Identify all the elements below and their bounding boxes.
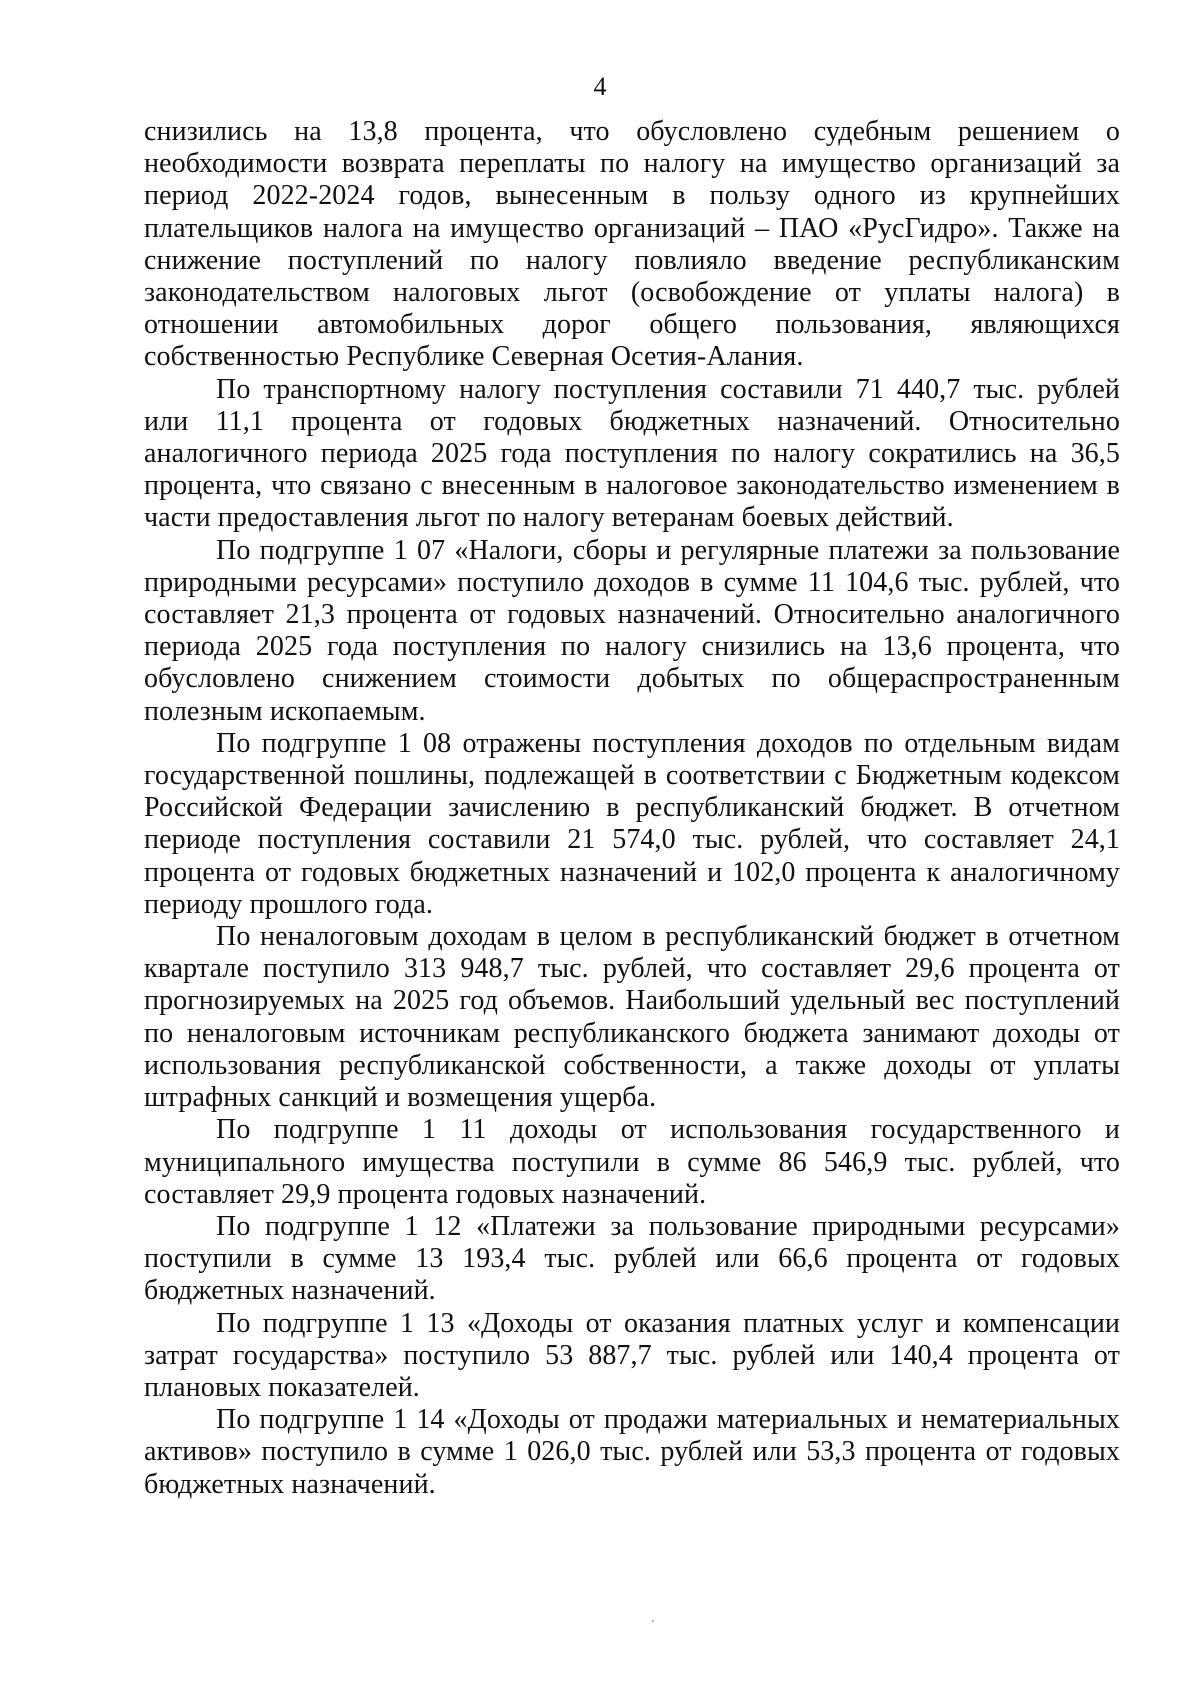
- paragraph-subgroup-1-07: По подгруппе 1 07 «Налоги, сборы и регулярные платежи за пользование природными ресурсами» поступило доходов в сумме 11 104,6 тыс. рублей, что составляет 21,3 процента от годовых назначений. Относительно аналогичного периода 2025 года поступления по налогу снизились на 13,6 процента, что обусловлено снижением стоимости добытых по общераспространенным полезным ископаемым.: [144, 534, 1120, 727]
- paragraph-subgroup-1-14: По подгруппе 1 14 «Доходы от продажи материальных и нематериальных активов» поступило в сумме 1 026,0 тыс. рублей или 53,3 процента от годовых бюджетных назначений.: [144, 1404, 1120, 1500]
- document-body: [144, 116, 1120, 1501]
- paragraph-subgroup-1-08: По подгруппе 1 08 отражены поступления доходов по отдельным видам государственной пошлины, подлежащей в соответствии с Бюджетным кодексом Российской Федерации зачислению в республиканский бюджет. В отчетном периоде поступления составили 21 574,0 тыс. рублей, что составляет 24,1 процента от годовых бюджетных назначений и 102,0 процента к аналогичному периоду прошлого года.: [144, 727, 1120, 920]
- paragraph-non-tax-income: По неналоговым доходам в целом в республиканский бюджет в отчетном квартале поступило 313 948,7 тыс. рублей, что составляет 29,6 процента от прогнозируемых на 2025 год объемов. Наибольший удельный вес поступлений по неналоговым источникам республиканского бюджета занимают доходы от использования республиканской собственности, а также доходы от уплаты штрафных санкций и возмещения ущерба.: [144, 921, 1120, 1114]
- paragraph-subgroup-1-13: По подгруппе 1 13 «Доходы от оказания платных услуг и компенсации затрат государства» поступило 53 887,7 тыс. рублей или 140,4 процента от плановых показателей.: [144, 1307, 1120, 1403]
- paragraph-continuation: снизились на 13,8 процента, что обусловлено судебным решением о необходимости возврата переплаты по налогу на имущество организаций за период 2022-2024 годов, вынесенным в пользу одного из крупнейших плательщиков налога на имущество организаций – ПАО «РусГидро». Также на снижение поступлений по налогу повлияло введение республиканским законодательством налоговых льгот (освобождение от уплаты налога) в отношении автомобильных дорог общего пользования, являющихся собственностью Республике Северная Осетия-Алания.: [144, 116, 1120, 373]
- page-number: 4: [593, 72, 607, 101]
- paragraph-subgroup-1-11: По подгруппе 1 11 доходы от использования государственного и муниципального имущества поступили в сумме 86 546,9 тыс. рублей, что составляет 29,9 процента годовых назначений.: [144, 1114, 1120, 1210]
- paragraph-subgroup-1-12: По подгруппе 1 12 «Платежи за пользование природными ресурсами» поступили в сумме 13 193,4 тыс. рублей или 66,6 процента от годовых бюджетных назначений.: [144, 1210, 1120, 1307]
- paragraph-transport-tax: По транспортному налогу поступления составили 71 440,7 тыс. рублей или 11,1 процента от годовых бюджетных назначений. Относительно аналогичного периода 2025 года поступления по налогу сократились на 36,5 процента, что связано с внесенным в налоговое законодательство изменением в части предоставления льгот по налогу ветеранам боевых действий.: [144, 373, 1120, 534]
- scan-speck: [652, 1620, 654, 1622]
